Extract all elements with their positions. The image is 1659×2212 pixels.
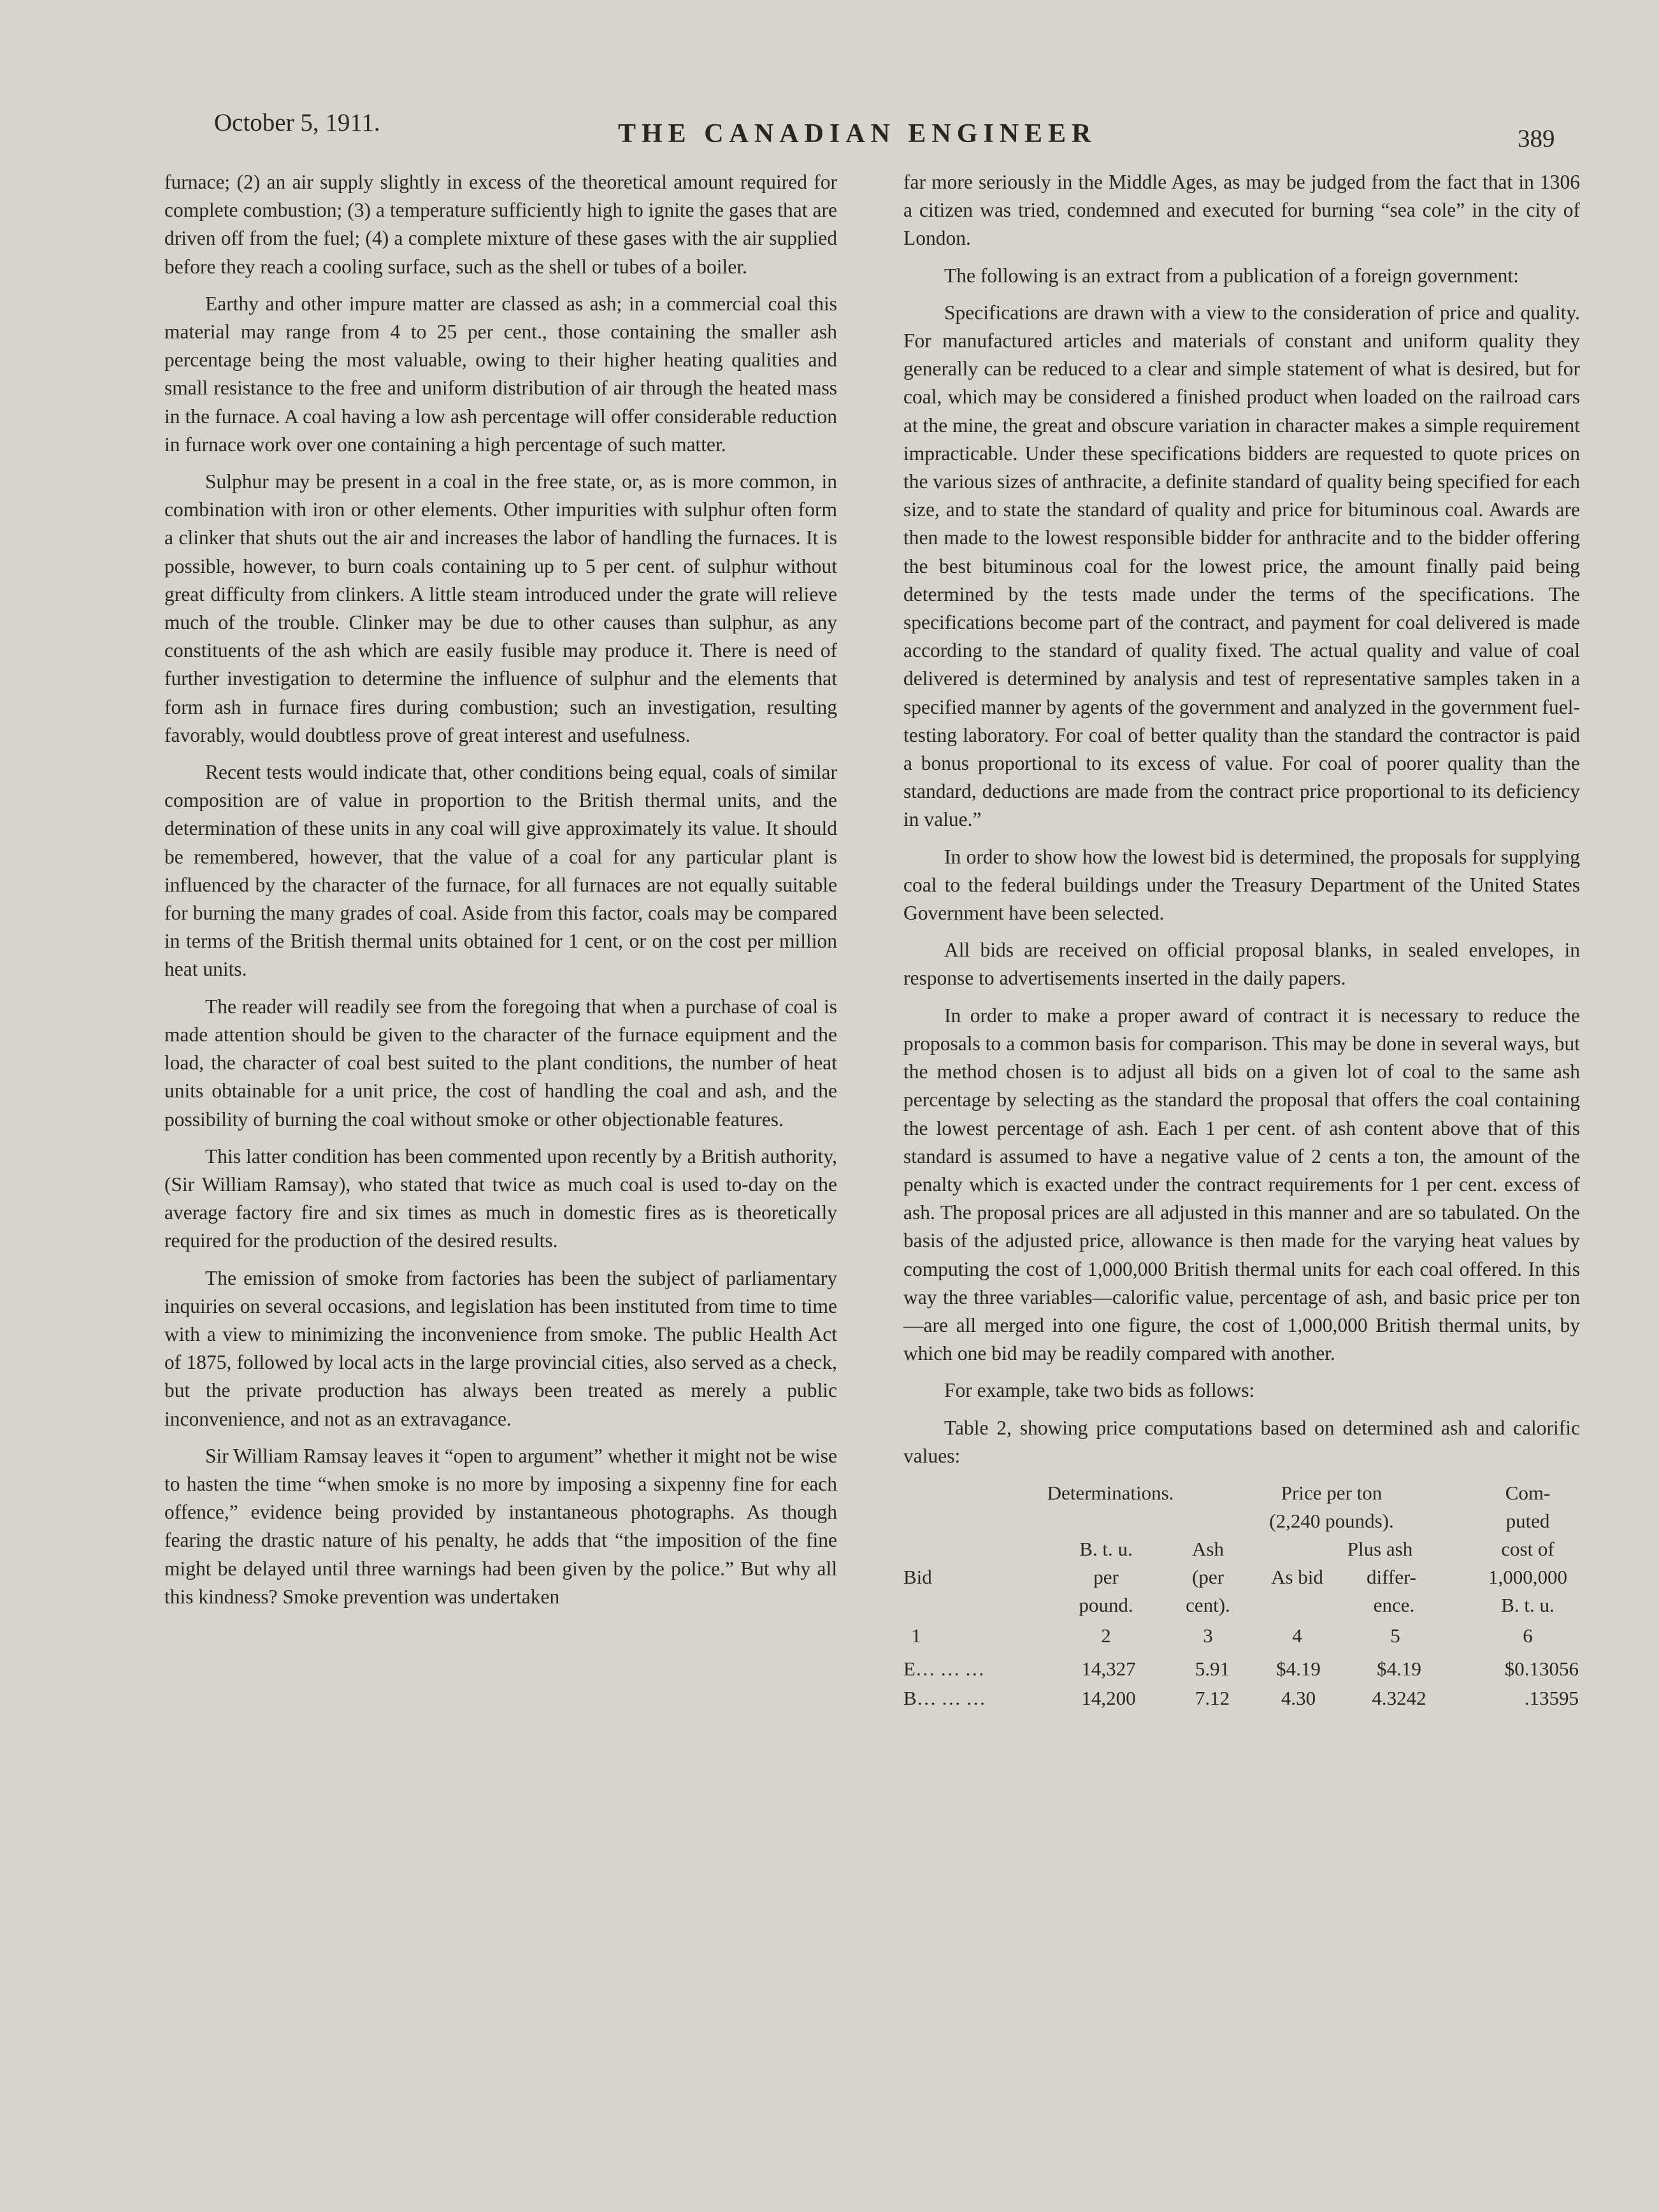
table-col-header: B. t. u. — [1501, 1593, 1555, 1616]
left-column — [164, 168, 837, 1620]
table-col-number: 4 — [1292, 1624, 1302, 1647]
paragraph: The following is an extract from a publication of a foreign government: — [944, 264, 1519, 287]
table-cell-cost: .13595 — [1524, 1686, 1579, 1709]
table-col-header: cent). — [1186, 1593, 1230, 1616]
paragraph: All bids are received on official proposal blanks, in sealed envelopes, in response to advertisements inserted in the daily papers. — [903, 939, 1580, 990]
table-col-number: 1 — [911, 1624, 921, 1647]
paragraph: For example, take two bids as follows: — [944, 1379, 1255, 1402]
table-col-number: 6 — [1523, 1624, 1533, 1647]
table-col-header: per — [1093, 1565, 1119, 1588]
paragraph: The emission of smoke from factories has been the subject of parliamentary inquiries on several occasions, and legislation has been instituted from time to time with a view to minimizing the inconvenience from smoke. The public Health Act of 1875, followed by local acts in the large provincial cities, also served as a check, but the private production has always been treated as merely a public inconvenience, and not as an extravagance. — [164, 1266, 837, 1430]
issue-date: October 5, 1911. — [214, 109, 380, 136]
table-col-header: Ash — [1192, 1537, 1224, 1560]
table-cell-btu: 14,200 — [1081, 1686, 1136, 1709]
table-group-header: Price per ton — [1281, 1481, 1382, 1504]
paragraph: Specifications are drawn with a view to the consideration of price and quality. For manufactured articles and materials of constant and uniform quality they generally can be reduced to a clear and simple statement of what is desired, but for coal, which may be considered a finished product when loaded on the railroad cars at the mine, the great and obscure variation in character makes a simple requirement impracticable. Under these specifications bidders are requested to quote prices on the various sizes of anthracite, a definite standard of quality being specified for each size, and to state the standard of quality and price for bituminous coal. Awards are then made to the lowest responsible bidder for anthracite and to the bidder offering the best bituminous coal for the lowest price, the amount finally paid being determined by the tests made under the terms of the specifications. The specifications become part of the contract, and payment for coal delivered is made according to the standard of quality fixed. The actual quality and value of coal delivered is determined by analysis and test of representative samples taken in a specified manner by agents of the government and analyzed in the government fuel-testing laboratory. For coal of better quality than the standard the contractor is paid a bonus proportional to its excess of value. For coal of poorer quality than the standard, deductions are made from the contract price proportional to its deficiency in value.” — [903, 301, 1580, 831]
table-cell-cost: $0.13056 — [1504, 1657, 1579, 1680]
table-cell-asbid: $4.19 — [1276, 1657, 1321, 1680]
table-col-header: pound. — [1079, 1593, 1133, 1616]
table-cell-ash: 5.91 — [1195, 1657, 1230, 1680]
paragraph: far more seriously in the Middle Ages, as may be judged from the fact that in 1306 a citizen was tried, condemned and executed for burning “sea cole” in the city of London. — [903, 171, 1580, 250]
paragraph: furnace; (2) an air supply slightly in excess of the theoretical amount required for complete combustion; (3) a temperature sufficiently high to ignite the gases that are driven off from the fuel; (4) a complete mixture of these gases with the air supplied before they reach a cooling surface, such as the shell or tubes of a boiler. — [164, 171, 837, 278]
table-col-header: cost of — [1501, 1537, 1555, 1560]
table-col-header: ence. — [1373, 1593, 1415, 1616]
paragraph: This latter condition has been commented upon recently by a British authority, (Sir William Ramsay), who stated that twice as much coal is used to-day on the average factory fire and six times as much in domestic fires as is theoretically required for the production of the desired results. — [164, 1145, 837, 1252]
paragraph: Sulphur may be present in a coal in the free state, or, as is more common, in combination with iron or other elements. Other impurities with sulphur often form a clinker that shuts out the air and increases the labor of handling the furnaces. It is possible, however, to burn coals containing up to 5 per cent. of sulphur without great difficulty from clinkers. A little steam introduced under the grate will relieve much of the trouble. Clinker may be due to other causes than sulphur, as any constituents of the ash which are easily fusible may produce it. There is need of further investigation to determine the influence of sulphur and the elements that form ash in furnace fires during combustion; such an investigation, resulting favorably, would doubtless prove of great interest and usefulness. — [164, 470, 837, 746]
paragraph: Table 2, showing price computations based on determined ash and calorific values: — [903, 1416, 1580, 1467]
journal-title: THE CANADIAN ENGINEER — [618, 119, 1097, 148]
table-cell-asbid: 4.30 — [1281, 1686, 1316, 1709]
right-column — [903, 168, 1580, 1743]
table-col-number: 3 — [1203, 1624, 1213, 1647]
paragraph: Earthy and other impure matter are classed as ash; in a commercial coal this material may range from 4 to 25 per cent., those containing the smaller ash percentage being the most valuable, owing to their higher heating qualities and small resistance to the free and uniform distribution of air through the heated mass in the furnace. A coal having a low ash percentage will offer considerable reduction in furnace work over one containing a high percentage of such matter. — [164, 292, 837, 456]
table-col-header: (per — [1192, 1565, 1224, 1588]
table-group-header: Com- — [1505, 1481, 1551, 1504]
table-cell-plus: $4.19 — [1377, 1657, 1421, 1680]
paragraph: Recent tests would indicate that, other conditions being equal, coals of similar composition are of value in proportion to the British thermal units, and the determination of these units in any coal will give approximately its value. It should be remembered, however, that the value of a coal for any particular plant is influenced by the character of the furnace, for all furnaces are not equally suitable for burning the many grades of coal. Aside from this factor, coals may be compared in terms of the British thermal units obtained for 1 cent, or on the cost per million heat units. — [164, 761, 837, 981]
table-group-header: Determinations. — [1047, 1481, 1174, 1504]
table-group-header: (2,240 pounds). — [1269, 1509, 1394, 1532]
price-computation-table — [903, 1479, 1580, 1743]
paragraph: In order to show how the lowest bid is determined, the proposals for supplying coal to the federal buildings under the Treasury Department of the United States Government have been selected. — [903, 845, 1580, 925]
table-cell-plus: 4.3242 — [1372, 1686, 1426, 1709]
table-col-header: 1,000,000 — [1488, 1565, 1567, 1588]
paragraph: Sir William Ramsay leaves it “open to argument” whether it might not be wise to hasten the time “when smoke is no more by imposing a sixpenny fine for each offence,” evidence being provided by instantaneous photographs. As though fearing the drastic nature of his penalty, he adds that “the imposition of the fine might be delayed until three warnings had been given by the police.” But why all this kindness? Smoke prevention was undertaken — [164, 1444, 837, 1608]
table-col-header: Plus ash — [1347, 1537, 1413, 1560]
table-cell-btu: 14,327 — [1081, 1657, 1136, 1680]
table-col-header: As bid — [1271, 1565, 1323, 1588]
table-group-header: puted — [1505, 1509, 1550, 1532]
table-col-header: B. t. u. — [1079, 1537, 1133, 1560]
table-cell-bid: B… … … — [903, 1686, 986, 1709]
paragraph: In order to make a proper award of contract it is necessary to reduce the proposals to a common basis for comparison. This may be done in several ways, but the method chosen is to adjust all bids on a given lot of coal to the same ash percentage by selecting as the standard the proposal that offers the coal containing the lowest percentage of ash. Each 1 per cent. of ash content above that of this standard is assumed to have a negative value of 2 cents a ton, the amount of the penalty which is exacted under the contract requirements for 1 per cent. excess of ash. The proposal prices are all adjusted in this manner and are so tabulated. On the basis of the adjusted price, allowance is then made for the varying heat values by computing the cost of 1,000,000 British thermal units for each coal offered. In this way the three variables—calorific value, percentage of ash, and basic price per ton—are all merged into one figure, the cost of 1,000,000 British thermal units, by which one bid may be readily compared with another. — [903, 1004, 1580, 1365]
table-col-header: differ- — [1367, 1565, 1416, 1588]
page-number: 389 — [1518, 125, 1555, 152]
table-col-number: 2 — [1101, 1624, 1111, 1647]
table-col-header: Bid — [903, 1565, 932, 1588]
table-cell-bid: E… … … — [903, 1657, 985, 1680]
paragraph: The reader will readily see from the foregoing that when a purchase of coal is made attention should be given to the character of the furnace equipment and the load, the character of coal best suited to the plant conditions, the number of heat units obtainable for a unit price, the cost of handling the coal and ash, and the possibility of burning the coal without smoke or other objectionable features. — [164, 995, 837, 1131]
table-col-number: 5 — [1390, 1624, 1400, 1647]
table-cell-ash: 7.12 — [1195, 1686, 1230, 1709]
